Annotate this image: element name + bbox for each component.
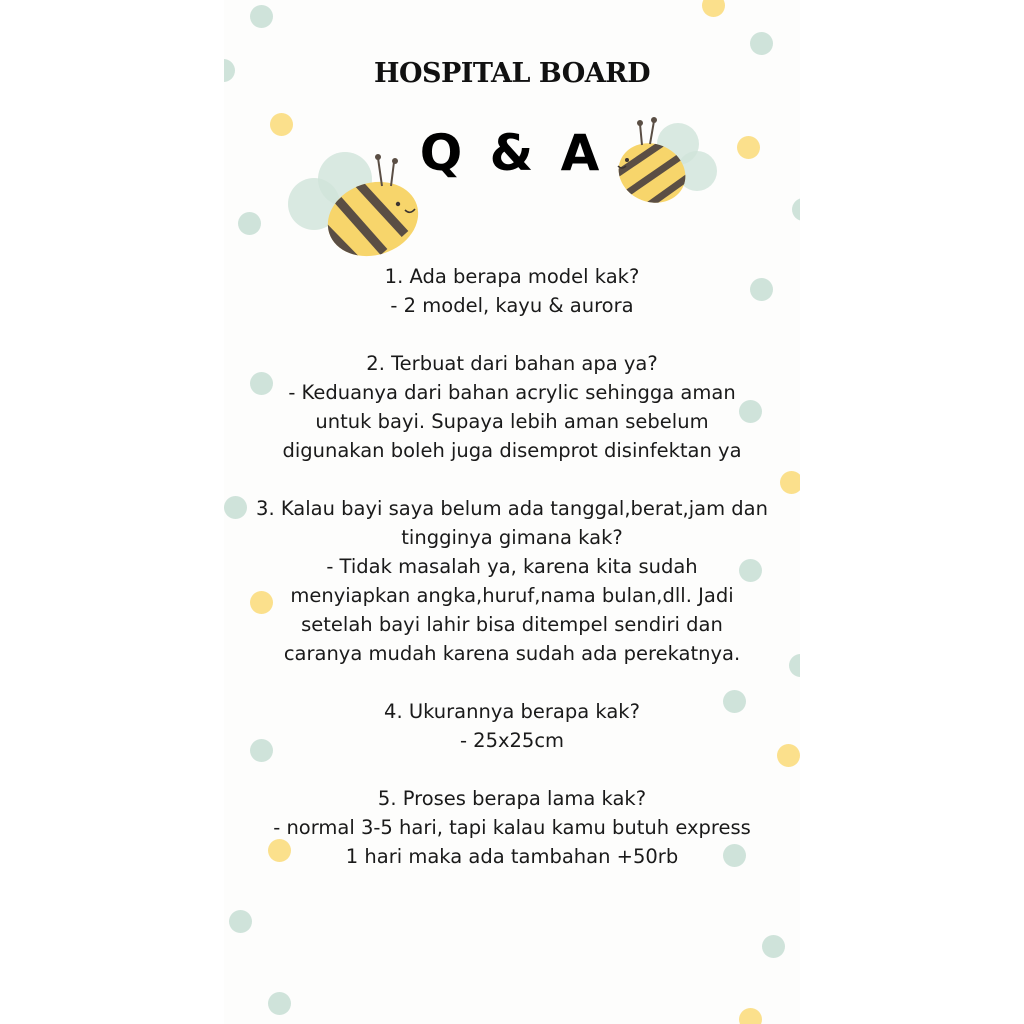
faq-item-3	[256, 494, 768, 668]
qa-heading: Q & A	[419, 124, 605, 182]
faq-list	[256, 262, 768, 900]
polka-dot	[229, 910, 252, 933]
faq-answer: - Keduanya dari bahan acrylic sehingga aman untuk bayi. Supaya lebih aman sebelum digunakan boleh juga disemprot disinfektan ya	[282, 381, 742, 462]
faq-item-1	[264, 262, 760, 320]
faq-item-5	[264, 784, 760, 871]
faq-answer: - 2 model, kayu & aurora	[390, 294, 634, 317]
faq-question: 3. Kalau bayi saya belum ada tanggal,berat,jam dan tingginya gimana kak?	[256, 497, 768, 549]
polka-dot	[789, 654, 800, 677]
faq-answer: - normal 3-5 hari, tapi kalau kamu butuh express 1 hari maka ada tambahan +50rb	[273, 816, 751, 868]
polka-dot	[777, 744, 800, 767]
polka-dot	[238, 212, 261, 235]
faq-question: 4. Ukurannya berapa kak?	[384, 700, 640, 723]
polka-dot	[702, 0, 725, 17]
polka-dot	[792, 198, 800, 221]
board-title: HOSPITAL BOARD	[373, 58, 651, 89]
faq-question: 2. Terbuat dari bahan apa ya?	[366, 352, 658, 375]
polka-dot	[739, 1008, 762, 1024]
faq-question: 5. Proses berapa lama kak?	[377, 787, 647, 810]
faq-answer: - 25x25cm	[459, 729, 565, 752]
faq-item-4	[264, 697, 760, 755]
polka-dot	[250, 5, 273, 28]
polka-dot	[780, 471, 800, 494]
faq-item-2	[264, 349, 760, 465]
polka-dot	[268, 992, 291, 1015]
faq-question: 1. Ada berapa model kak?	[384, 265, 640, 288]
faq-answer: - Tidak masalah ya, karena kita sudah menyiapkan angka,huruf,nama bulan,dll. Jadi setelah bayi lahir bisa ditempel sendiri dan caranya mudah karena sudah ada perekatnya.	[283, 555, 741, 665]
polka-dot	[750, 32, 773, 55]
polka-dot	[762, 935, 785, 958]
qa-card	[224, 0, 800, 1024]
